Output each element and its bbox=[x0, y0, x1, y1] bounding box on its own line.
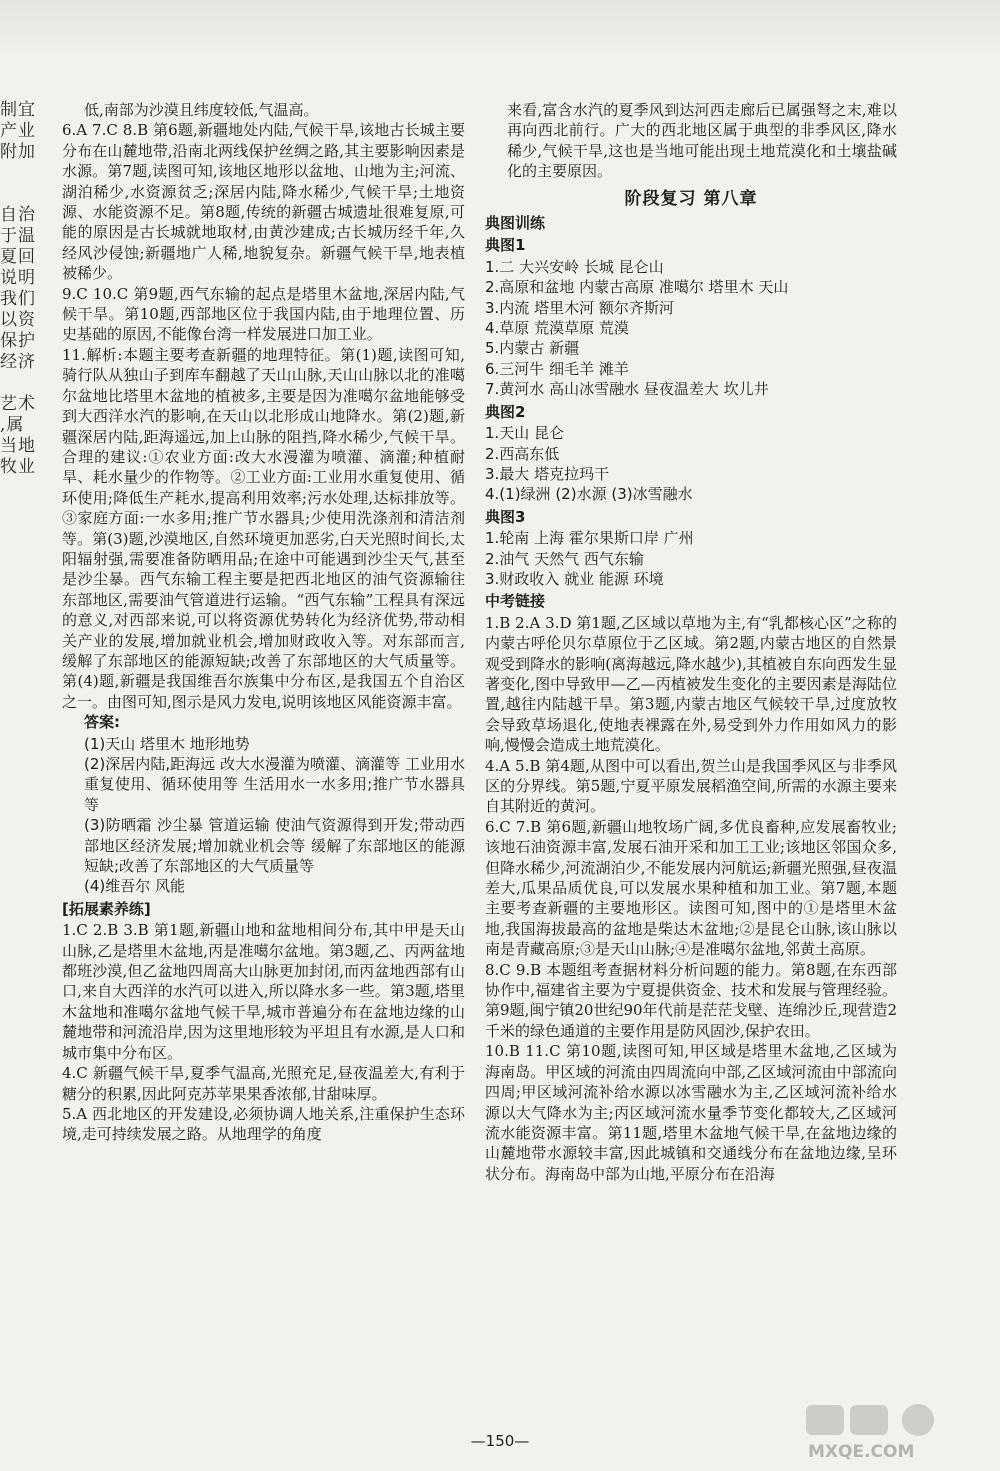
diantu1-line: 4.草原 荒漠草原 荒漠 bbox=[485, 319, 629, 338]
page-number: —150— bbox=[470, 1432, 530, 1450]
diantu2-line: 1.天山 昆仑 bbox=[485, 424, 565, 443]
answer-label: 答案: bbox=[84, 713, 120, 732]
diantu2-line: 3.最大 塔克拉玛干 bbox=[485, 464, 610, 483]
answer-paragraph: 低,南部为沙漠且纬度较低,气温高。 bbox=[84, 101, 319, 119]
watermark-text: MXQE.COM bbox=[808, 1442, 915, 1462]
diantu1-heading: 典图1 bbox=[485, 236, 526, 255]
margin-fragment bbox=[0, 184, 48, 205]
zhongkao-paragraph: 1.B 2.A 3.D 第1题,乙区域以草地为主,有“乳都核心区”之称的内蒙古呼伦贝尔草原位于乙区域。第2题,内蒙古地区的自然景观受到降水的影响(离海越远,降水越少),其植被自东向西发生显著变化,图中导致甲—乙—丙植被发生变化的主要因素是海陆位置,越往内陆越干旱。第3题,内蒙古地区气候较干旱,过度放牧会导致草场退化,使地表裸露在外,易受到外力作用如风力的影响,慢慢会造成土地荒漠化。 bbox=[485, 613, 897, 755]
margin-fragment: 我们 bbox=[0, 289, 36, 309]
diantu3-line: 1.轮南 上海 霍尔果斯口岸 广州 bbox=[485, 529, 694, 548]
answer-paragraph: 11.解析:本题主要考查新疆的地理特征。第(1)题,读图可知,骑行队从独山子到库车翻越了天山山脉,天山山脉以北的准噶尔盆地比塔里木盆地的植被多,主要是因为准噶尔盆地能够受到大西洋水汽的影响,在天山以北形成山地降水。第(2)题,新疆深居内陆,距海遥远,加上山脉的阻挡,降水稀少,气候干旱。合理的建议:①农业方面:改大水漫灌为喷灌、滴灌;种植耐旱、耗水量少的作物等。②工业方面:工业用水重复使用、循环使用;降低生产耗水,提高利用效率;污水处理,达标排放等。③家庭方面:一水多用;推广节水器具;少使用洗涤剂和清洁剂等。第(3)题,沙漠地区,自然环境更加恶劣,白天光照时间长,太阳辐射强,需要准备防晒用品;在途中可能遇到沙尘天气,甚至是沙尘暴。西气东输工程主要是把西北地区的油气资源输往东部地区,需要油气管道进行运输。“西气东输”工程具有深远的意义,对西部来说,可以将资源优势转化为经济优势,带动相关产业的发展,增加就业机会,增加财政收入等。对东部而言,缓解了东部地区的能源短缺;改善了东部地区的大气质量等。第(4)题,新疆是我国维吾尔族集中分布区,是我国五个自治区之一。由图可知,图示是风力发电,说明该地区风能资源丰富。 bbox=[62, 345, 465, 711]
diantu1-line: 2.高原和盆地 内蒙古高原 准噶尔 塔里木 天山 bbox=[485, 278, 789, 297]
margin-fragment: 保护 bbox=[0, 331, 36, 351]
margin-fragment bbox=[0, 373, 48, 394]
diantu3-heading: 典图3 bbox=[485, 507, 526, 526]
margin-fragment bbox=[0, 163, 48, 184]
answer-paragraph: 1.C 2.B 3.B 第1题,新疆山地和盆地相间分布,其中甲是天山山脉,乙是塔里木盆地,丙是准噶尔盆地。第3题,乙、丙两盆地都班沙漠,但乙盆地四周高大山脉更加封闭,而丙盆地西部有山口,来自大西洋的水汽可以进入,所以降水多一些。第3题,塔里木盆地和准噶尔盆地气候干旱,城市普遍分布在盆地边缘的山麓地带和河流沿岸,因为这里地形较为平坦且有水源,是人口和城市集中分布区。 bbox=[62, 921, 465, 1062]
diantu1-line: 5.内蒙古 新疆 bbox=[485, 339, 580, 358]
diantu1-line: 7.黄河水 高山冰雪融水 昼夜温差大 坎儿井 bbox=[485, 380, 769, 399]
answer-paragraph: 5.A 西北地区的开发建设,必须协调人地关系,注重保护生态环境,走可持续发展之路。从地理学的角度 bbox=[62, 1104, 465, 1144]
diantu1-line: 1.二 大兴安岭 长城 昆仑山 bbox=[485, 257, 664, 276]
margin-fragment: 说明 bbox=[0, 268, 36, 288]
left-margin-fragments bbox=[0, 100, 48, 478]
watermark-logo bbox=[798, 1401, 988, 1463]
answer-line: (4)维吾尔 风能 bbox=[84, 877, 186, 896]
margin-fragment: 夏回 bbox=[0, 247, 36, 267]
answer-paragraph: 6.A 7.C 8.B 第6题,新疆地处内陆,气候干旱,该地古长城主要分布在山麓地带,沿南北两线保护丝绸之路,其主要影响因素是水源。第7题,读图可知,该地区地形以盆地、山地为主;河流、湖泊稀少,水资源贫乏;深居内陆,降水稀少,气候干旱;土地资源、水能资源不足。第8题,传统的新疆古城遗址很难复原,可能的原因是古长城就地取材,由黄沙建成;古长城历经千年,久经风沙侵蚀;新疆地广人稀,地貌复杂。新疆气候干旱,地表植被稀少。 bbox=[62, 121, 465, 283]
zhongkao-paragraph: 10.B 11.C 第10题,读图可知,甲区域是塔里木盆地,乙区域为海南岛。甲区域的河流由四周流向中部,乙区域河流由中部流向四周;甲区域河流补给水源以冰雪融水为主,乙区域河流补给水源以大气降水为主;丙区域河流水量季节变化都较大,乙区域河流水能资源丰富。第11题,塔里木盆地气候干旱,在盆地边缘的山麓地带水源较丰富,因此城镇和交通线分布在盆地边缘,呈环状分布。海南岛中部为山地,平原分布在沿海 bbox=[485, 1042, 897, 1183]
diantu2-line: 4.(1)绿洲 (2)水源 (3)冰雪融水 bbox=[485, 485, 693, 504]
answer-line: (3)防晒霜 沙尘暴 管道运输 使油气资源得到开发;带动西部地区经济发展;增加就业机会等 缓解了东部地区的能源短缺;改善了东部地区的大气质量等 bbox=[84, 816, 465, 876]
diantu-xunlian-heading: 典图训练 bbox=[485, 214, 546, 233]
answer-paragraph: 9.C 10.C 第9题,西气东输的起点是塔里木盆地,深居内陆,气候干旱。第10题,西部地区位于我国内陆,由于地理位置、历史基础的原因,不能像台湾一样发展进口加工业。 bbox=[62, 284, 465, 344]
zhongkao-paragraph: 4.A 5.B 第4题,从图中可以看出,贺兰山是我国季风区与非季风区的分界线。第5题,宁夏平原发展稻渔空间,所需的水源主要来自其附近的黄河。 bbox=[485, 756, 897, 816]
answer-line: (2)深居内陆,距海远 改大水漫灌为喷灌、滴灌等 工业用水重复使用、循环使用等 生活用水一水多用;推广节水器具等 bbox=[84, 755, 465, 814]
margin-fragment: 自治 bbox=[0, 205, 36, 225]
continued-paragraph: 来看,富含水汽的夏季风到达河西走廊后已属强弩之末,难以再向西北前行。广大的西北地区属于典型的非季风区,降水稀少,气候干旱,这也是当地可能出现土地荒漠化和土壤盐碱化的主要原因。 bbox=[507, 101, 897, 181]
zhongkao-heading: 中考链接 bbox=[485, 592, 546, 611]
margin-fragment: 牧业 bbox=[0, 457, 36, 477]
chapter-title: 阶段复习 第八章 bbox=[624, 188, 758, 209]
zhongkao-paragraph: 6.C 7.B 第6题,新疆山地牧场广阔,多优良畜种,应发展畜牧业;该地石油资源丰富,发展石油开采和加工工业;该地区邻国众多,但降水稀少,河流湖泊少,不能发展内河航运;新疆光照强,昼夜温差大,瓜果品质优良,可以发展水果种植和加工业。第7题,本题主要考查新疆的主要地形区。读图可知,图中的①是塔里木盆地,我国海拔最高的盆地是柴达木盆地;②是昆仑山脉,该山脉以南是青藏高原;③是天山山脉;④是准噶尔盆地,邻黄土高原。 bbox=[485, 817, 897, 959]
margin-fragment: 制宜 bbox=[0, 100, 36, 120]
margin-fragment: 经济 bbox=[0, 352, 36, 372]
margin-fragment: 以资 bbox=[0, 310, 36, 330]
diantu2-line: 2.西高东低 bbox=[485, 444, 560, 463]
diantu3-line: 3.财政收入 就业 能源 环境 bbox=[485, 569, 664, 588]
diantu2-heading: 典图2 bbox=[485, 402, 526, 421]
margin-fragment: ,属 bbox=[0, 415, 25, 435]
margin-fragment: 附加 bbox=[0, 142, 36, 162]
zhongkao-paragraph: 8.C 9.B 本题组考查据材料分析问题的能力。第8题,在东西部协作中,福建省主要为宁夏提供资金、技术和发展与管理经验。第9题,闽宁镇20世纪90年代前是茫茫戈壁、连绵沙丘,现营造2千米的绿色通道的主要作用是防风固沙,保护农田。 bbox=[485, 960, 897, 1040]
answer-line: (1)天山 塔里木 地形地势 bbox=[84, 734, 250, 753]
scan-shadow bbox=[0, 0, 1000, 60]
diantu3-line: 2.油气 天然气 西气东输 bbox=[485, 549, 644, 568]
diantu1-line: 3.内流 塔里木河 额尔齐斯河 bbox=[485, 298, 674, 317]
margin-fragment: 产业 bbox=[0, 121, 36, 141]
margin-fragment: 艺术 bbox=[0, 394, 36, 414]
right-column bbox=[485, 100, 897, 1184]
left-column bbox=[62, 100, 465, 1145]
margin-fragment: 当地 bbox=[0, 436, 36, 456]
tuozhan-heading: [拓展素养练] bbox=[62, 899, 151, 918]
answer-paragraph: 4.C 新疆气候干旱,夏季气温高,光照充足,昼夜温差大,有利于糖分的积累,因此阿克苏苹果果香浓郁,甘甜味厚。 bbox=[62, 1064, 465, 1103]
margin-fragment: 于温 bbox=[0, 226, 36, 246]
diantu1-line: 6.三河牛 细毛羊 滩羊 bbox=[485, 359, 629, 378]
